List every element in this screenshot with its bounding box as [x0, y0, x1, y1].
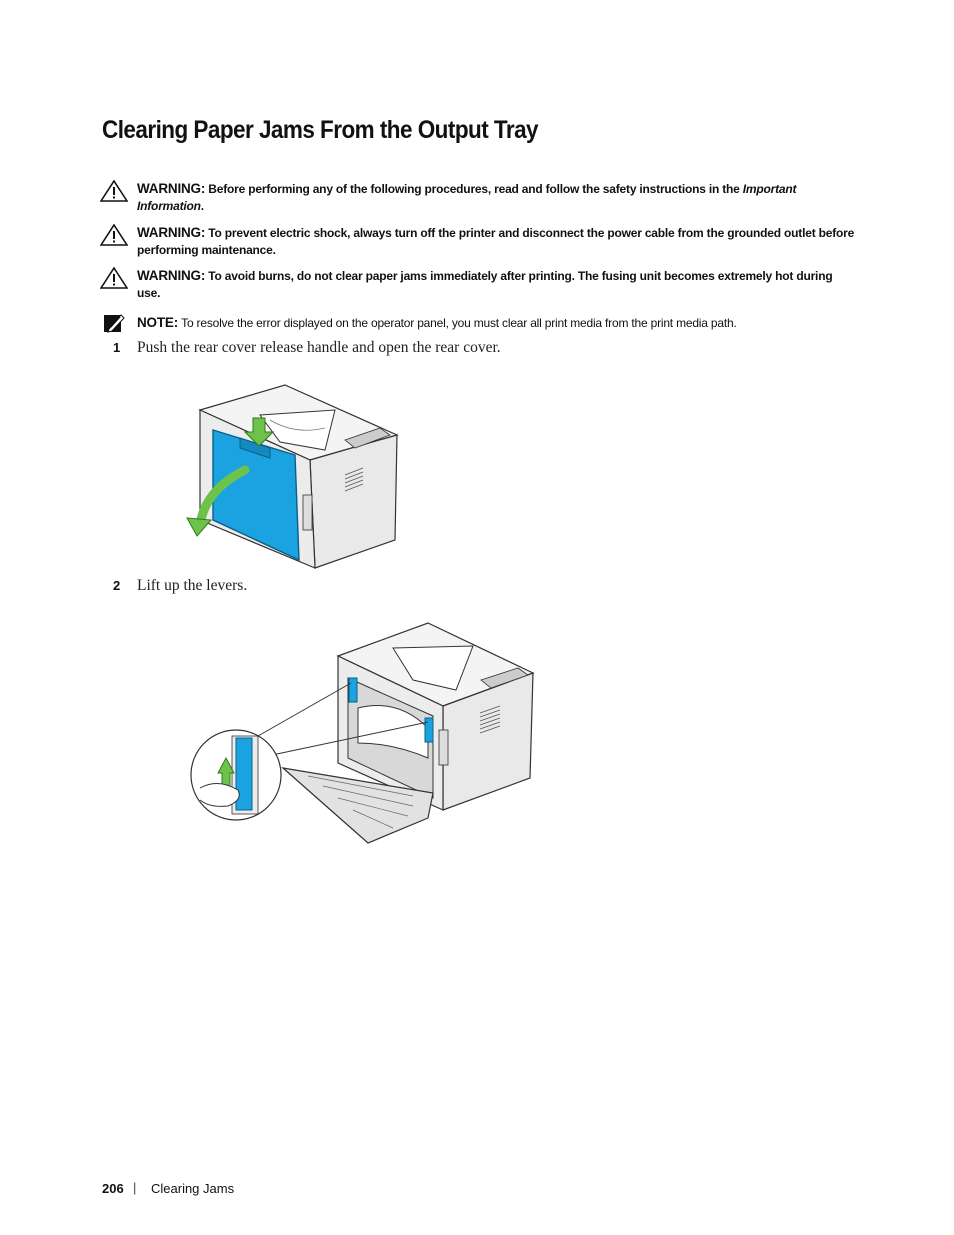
warning-body: Before performing any of the following procedures, read and follow the safety instructions in the — [208, 182, 743, 196]
warning-triangle-icon — [100, 180, 128, 202]
step-number: 2 — [113, 578, 121, 593]
warning-text — [137, 180, 857, 215]
footer-separator: | — [133, 1180, 137, 1195]
note-pencil-icon — [100, 312, 128, 334]
warning-triangle-icon — [100, 267, 128, 289]
warning-triangle-icon — [100, 224, 128, 246]
levers-illustration — [188, 618, 538, 846]
page-number: 206 — [102, 1181, 124, 1196]
footer-section-title: Clearing Jams — [151, 1181, 235, 1196]
note-text — [137, 314, 857, 332]
step-text: Lift up the levers. — [137, 577, 248, 594]
warning-text — [137, 224, 857, 259]
step-number: 1 — [113, 340, 121, 355]
warning-lead: WARNING: — [137, 225, 206, 240]
warning-body: To prevent electric shock, always turn off the printer and disconnect the power cable from the grounded outlet before performing maintenance. — [137, 226, 855, 257]
warning-text — [137, 267, 857, 302]
warning-lead: WARNING: — [137, 181, 206, 196]
important-information-ref: Important Information — [137, 182, 797, 213]
warning-tail: . — [200, 199, 204, 213]
rear-cover-illustration — [185, 380, 405, 575]
warning-lead: WARNING: — [137, 268, 206, 283]
warning-body: To avoid burns, do not clear paper jams immediately after printing. The fusing unit becomes extremely hot during use. — [137, 269, 833, 300]
note-lead: NOTE: — [137, 315, 178, 330]
page-title: Clearing Paper Jams From the Output Tray — [102, 116, 539, 144]
note-body: To resolve the error displayed on the operator panel, you must clear all print media from the print media path. — [181, 316, 737, 330]
step-text: Push the rear cover release handle and open the rear cover. — [137, 339, 501, 356]
